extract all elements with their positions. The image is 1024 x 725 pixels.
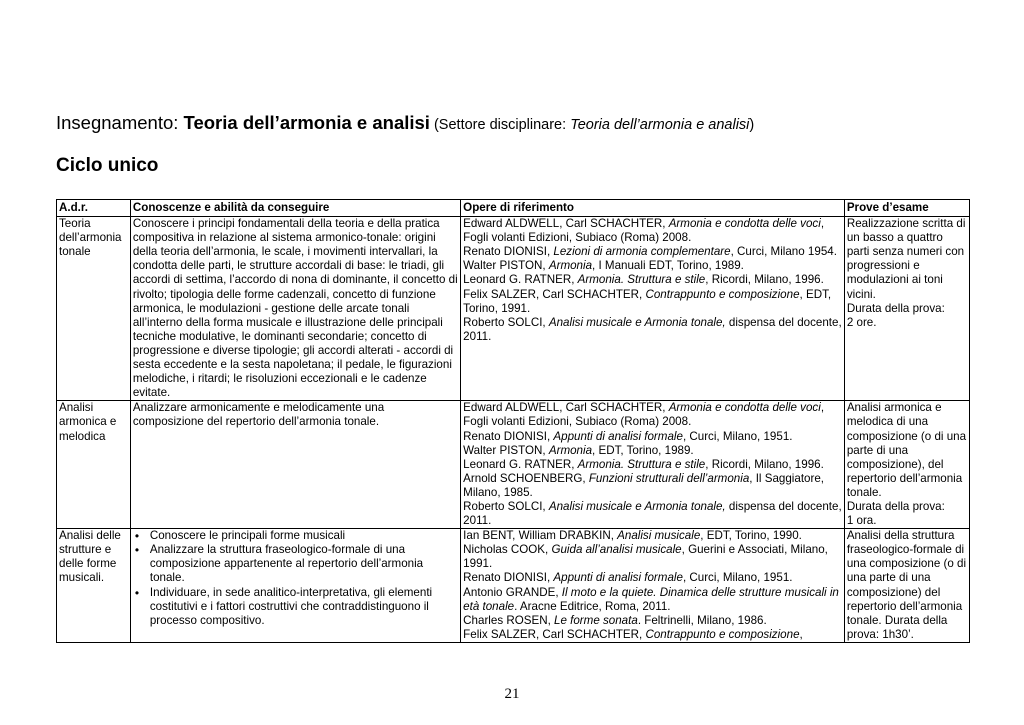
reference-title: Armonia bbox=[548, 259, 593, 273]
reference-entry bbox=[463, 245, 842, 259]
exam-line: Analisi armonica e melodica di una composizione (o di una parte di una composizione), del repertorio dell’armonia tonale. bbox=[846, 401, 967, 499]
reference-text: Charles ROSEN, bbox=[463, 613, 555, 627]
reference-text: Edward ALDWELL, Carl SCHACHTER, bbox=[463, 217, 669, 231]
skill-item: • Analizzare la struttura fraseologico-formale di una composizione appartenente al repertorio dell’armonia tonale. bbox=[133, 543, 458, 585]
reference-entry bbox=[463, 543, 842, 571]
reference-text: Renato DIONISI, bbox=[463, 429, 554, 443]
references-cell bbox=[461, 529, 845, 643]
skills-cell bbox=[130, 529, 460, 643]
exam-line: Analisi della struttura fraseologico-formale di una composizione (o di una parte di una composizione) del repertorio dell’armonia tonale. Durata della prova: 1h30’. bbox=[846, 529, 967, 641]
reference-text: , Fogli volanti Edizioni, Subiaco (Roma) 2008. bbox=[463, 217, 825, 245]
curriculum-table bbox=[56, 199, 970, 643]
exam-line: 2 ore. bbox=[846, 315, 877, 329]
reference-title: Contrappunto e composizione bbox=[645, 627, 800, 641]
skills-cell: Analizzare armonicamente e melodicamente una composizione del repertorio dell’armonia tonale. bbox=[130, 401, 460, 529]
reference-text: , EDT, Torino, 1990. bbox=[700, 529, 802, 543]
reference-title: Analisi musicale e Armonia tonale, bbox=[548, 499, 726, 513]
references-cell bbox=[461, 217, 845, 401]
exam-line: Durata della prova: bbox=[846, 301, 945, 315]
reference-text: Arnold SCHOENBERG, bbox=[463, 471, 589, 485]
reference-title: Analisi musicale e Armonia tonale, bbox=[548, 315, 726, 329]
reference-title: Guida all’analisi musicale bbox=[551, 543, 682, 557]
table-row bbox=[57, 401, 970, 529]
reference-title: Appunti di analisi formale bbox=[553, 429, 683, 443]
reference-text: Roberto SOLCI, bbox=[463, 315, 549, 329]
exam-line: Realizzazione scritta di un basso a quattro parti senza numeri con progressioni e modulazioni ai toni vicini. bbox=[846, 217, 966, 301]
section-title: Ciclo unico bbox=[56, 155, 159, 176]
reference-entry bbox=[463, 288, 842, 316]
header-exam: Prove d’esame bbox=[844, 200, 969, 217]
header-skills: Conoscenze e abilità da conseguire bbox=[130, 200, 460, 217]
reference-title: Analisi musicale bbox=[617, 529, 701, 543]
reference-entry bbox=[463, 259, 842, 273]
reference-text: , EDT, Torino, 1991. bbox=[463, 287, 832, 315]
exam-line: Durata della prova: bbox=[846, 499, 945, 513]
area-cell: Analisi armonica e melodica bbox=[57, 401, 131, 529]
reference-title: Armonia. Struttura e stile bbox=[577, 457, 706, 471]
reference-text: Walter PISTON, bbox=[463, 443, 549, 457]
page-number: 21 bbox=[504, 686, 520, 702]
header-references: Opere di riferimento bbox=[461, 200, 845, 217]
table-header-row bbox=[57, 200, 970, 217]
exam-line: 1 ora. bbox=[846, 514, 877, 528]
skill-item: • Conoscere le principali forme musicali bbox=[133, 529, 458, 543]
reference-title: Il moto e la quiete. Dinamica delle strutture musicali in età tonale bbox=[463, 585, 839, 613]
reference-text: . Feltrinelli, Milano, 1986. bbox=[637, 613, 767, 627]
reference-text: Walter PISTON, bbox=[463, 259, 549, 273]
area-cell: Analisi delle strutture e delle forme musicali. bbox=[57, 529, 131, 643]
header-area: A.d.r. bbox=[57, 200, 131, 217]
reference-entry bbox=[463, 628, 842, 642]
sector-name: Teoria dell’armonia e analisi bbox=[570, 117, 750, 133]
table-row bbox=[57, 217, 970, 401]
reference-title: Le forme sonata bbox=[554, 613, 638, 627]
reference-text: Leonard G. RATNER, bbox=[463, 457, 578, 471]
reference-title: Lezioni di armonia complementare bbox=[553, 245, 731, 259]
skills-cell: Conoscere i principi fondamentali della teoria e della pratica compositiva in relazione al sistema armonico-tonale: origini della teoria dell’armonia, le scale, i movimenti intervallari, la condotta delle parti, le strutture accordali di base: le triadi, gli accordi di settima, l’accordo di nona di dominante, il concetto di rivolto; tipologia delle forme cadenzali, concetto di funzione armonica, le modulazioni - gestione delle arcate tonali all’interno della forma musicale e illustrazione delle principali tecniche modulative, le dominanti secondarie; concetto di progressione e diverse tipologie; gli accordi alterati - accordi di sesta eccedente e la sesta napoletana; il pedale, le figurazioni melodiche, i ritardi; le risoluzioni eccezionali e le cadenze evitate. bbox=[130, 217, 460, 401]
reference-text: , Curci, Milano, 1951. bbox=[682, 429, 793, 443]
skill-item: • Individuare, in sede analitico-interpretativa, gli elementi costitutivi e i fattori costruttivi che contraddistinguono il processo compositivo. bbox=[133, 586, 458, 628]
reference-entry bbox=[463, 217, 842, 245]
reference-entry bbox=[463, 614, 842, 628]
exam-cell bbox=[844, 217, 969, 401]
reference-text: dispensa del docente, 2011. bbox=[463, 315, 842, 343]
reference-entry bbox=[463, 316, 842, 344]
exam-cell bbox=[844, 529, 969, 643]
sector-open: (Settore disciplinare: bbox=[429, 117, 571, 133]
reference-title: Contrappunto e composizione bbox=[645, 287, 800, 301]
reference-title: Armonia e condotta delle voci bbox=[668, 217, 821, 231]
reference-text: Renato DIONISI, bbox=[463, 571, 554, 585]
reference-title: Funzioni strutturali dell’armonia bbox=[588, 471, 750, 485]
exam-cell bbox=[844, 401, 969, 529]
references-cell bbox=[461, 401, 845, 529]
reference-text: Nicholas COOK, bbox=[463, 543, 552, 557]
reference-text: dispensa del docente, 2011. bbox=[463, 499, 842, 528]
reference-text: , Ricordi, Milano, 1996. bbox=[705, 457, 824, 471]
reference-text: . Aracne Editrice, Roma, 2011. bbox=[514, 599, 671, 613]
reference-text: , Fogli volanti Edizioni, Subiaco (Roma) 2008. bbox=[463, 401, 825, 429]
heading-prefix: Insegnamento: bbox=[56, 112, 184, 133]
table-row bbox=[57, 529, 970, 643]
reference-text: , Guerini e Associati, Milano, 1991. bbox=[463, 543, 828, 571]
reference-text: Felix SALZER, Carl SCHACHTER, bbox=[463, 627, 646, 641]
reference-text: Leonard G. RATNER, bbox=[463, 273, 578, 287]
reference-title: Armonia. Struttura e stile bbox=[577, 273, 706, 287]
reference-text: Edward ALDWELL, Carl SCHACHTER, bbox=[463, 401, 669, 415]
reference-entry bbox=[463, 500, 842, 528]
reference-text: , Curci, Milano 1954. bbox=[730, 245, 837, 259]
sector-close: ) bbox=[749, 117, 755, 133]
reference-entry bbox=[463, 472, 842, 500]
course-heading bbox=[56, 111, 754, 137]
reference-entry bbox=[463, 529, 842, 543]
reference-text: Felix SALZER, Carl SCHACHTER, bbox=[463, 287, 646, 301]
reference-title: Armonia bbox=[548, 443, 593, 457]
reference-text: Antonio GRANDE, bbox=[463, 585, 562, 599]
area-cell: Teoria dell’armonia tonale bbox=[57, 217, 131, 401]
reference-text: Renato DIONISI, bbox=[463, 245, 554, 259]
reference-text: , Ricordi, Milano, 1996. bbox=[705, 273, 824, 287]
reference-text: , EDT, Torino, 1989. bbox=[592, 443, 694, 457]
reference-text: , Il Saggiatore, Milano, 1985. bbox=[463, 471, 825, 499]
reference-title: Appunti di analisi formale bbox=[553, 571, 683, 585]
skills-list bbox=[133, 529, 458, 628]
reference-entry bbox=[463, 571, 842, 585]
reference-entry bbox=[463, 444, 842, 458]
reference-text: , bbox=[799, 627, 803, 641]
course-name: Teoria dell’armonia e analisi bbox=[183, 112, 430, 133]
reference-text: Roberto SOLCI, bbox=[463, 499, 549, 513]
reference-text: , I Manuali EDT, Torino, 1989. bbox=[592, 259, 744, 273]
reference-entry bbox=[463, 273, 842, 287]
reference-entry bbox=[463, 430, 842, 444]
reference-text: , Curci, Milano, 1951. bbox=[682, 571, 793, 585]
reference-text: Ian BENT, William DRABKIN, bbox=[463, 529, 618, 543]
reference-entry bbox=[463, 458, 842, 472]
reference-entry bbox=[463, 586, 842, 614]
reference-title: Armonia e condotta delle voci bbox=[668, 401, 821, 415]
reference-entry bbox=[463, 401, 842, 429]
